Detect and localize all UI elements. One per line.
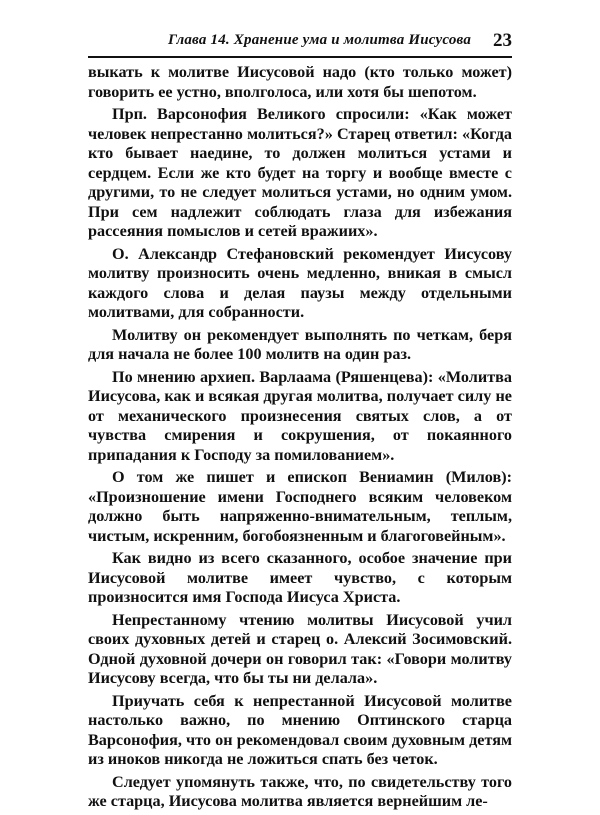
paragraph: Непрестанному чтению молитвы Иисусовой учил своих духовных детей и старец о. Алексий Зосимовский. Одной духовной дочери он говорил так: «Говори молитву Иисусову всегда, что бы ты ни делала». <box>88 610 512 687</box>
running-title: Глава 14. Хранение ума и молитва Иисусова <box>168 32 472 48</box>
paragraph: Следует упомянуть также, что, по свидетельству того же старца, Иисусова молитва является вернейшим ле- <box>88 772 512 810</box>
paragraph: Приучать себя к непрестанной Иисусовой молитве настолько важно, по мнению Оптинского старца Варсонофия, что он рекомендовал своим духовным детям из иноков никогда не ложиться спать без четок. <box>88 691 512 768</box>
header-rule <box>88 56 512 58</box>
paragraph: О том же пишет и епископ Вениамин (Милов): «Произношение имени Господнего всяким человеком должно быть напряженно-внимательным, теплым, чистым, искренним, богобоязненным и благоговейным». <box>88 468 512 545</box>
paragraph: По мнению архиеп. Варлаама (Ряшенцева): «Молитва Иисусова, как и всякая другая молитва, получает силу не от механического произнесения святых слов, а от чувства смирения и сокрушения, от покаянного припадания к Господу за помилованием». <box>88 367 512 464</box>
paragraph: выкать к молитве Иисусовой надо (кто только может) говорить ее устно, вполголоса, или хотя бы шепотом. <box>88 63 512 101</box>
paragraph: О. Александр Стефановский рекомендует Иисусову молитву произносить очень медленно, вникая в смысл каждого слова и делая паузы между отдельными молитвами, для собранности. <box>88 244 512 321</box>
running-head <box>88 30 512 56</box>
paragraph: Как видно из всего сказанного, особое значение при Иисусовой молитве имеет чувство, с которым произносится имя Господа Иисуса Христа. <box>88 549 512 606</box>
paragraph: Молитву он рекомендует выполнять по четкам, беря для начала не более 100 молитв на один раз. <box>88 325 512 363</box>
paragraph: Прп. Варсонофия Великого спросили: «Как может человек непрестанно молиться?» Старец ответил: «Когда кто бывает наедине, то должен молиться устами и сердцем. Если же кто будет на торгу и вообще вместе с другими, то не следует молиться устами, но одним умом. При сем надлежит соблюдать глаза для избежания рассеяния помыслов и сетей вражиих». <box>88 105 512 240</box>
page-number: 23 <box>493 30 512 51</box>
body-text <box>88 63 512 815</box>
